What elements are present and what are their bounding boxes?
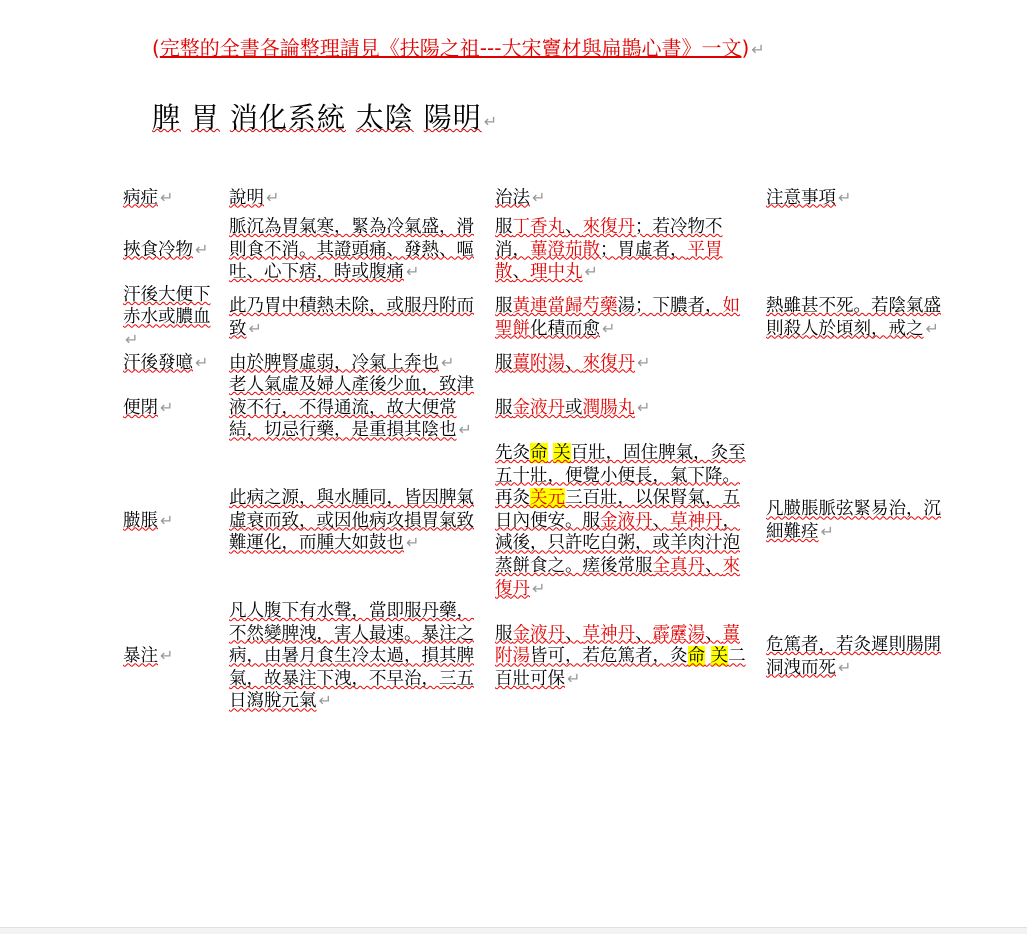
title-word: 脾: [152, 101, 182, 134]
treatment-cell: [492, 284, 756, 352]
symptom-name-cell: [120, 374, 226, 442]
paragraph-mark-icon: ↵: [925, 318, 939, 338]
caution-note-cell: [756, 284, 959, 352]
header-cell: [120, 180, 226, 216]
treatment-segment: 、: [705, 555, 723, 576]
paragraph-mark-icon: ↵: [458, 420, 472, 440]
treatment-segment: 服: [495, 623, 513, 644]
treatment-highlight: 金液丹: [600, 510, 653, 531]
treatment-text: [495, 353, 635, 373]
treatment-highlight: 薑附湯: [495, 623, 740, 667]
table-header-row: [120, 180, 959, 216]
table-row: [120, 442, 959, 600]
paragraph-mark-icon: ↵: [318, 691, 332, 711]
treatment-cell: [492, 216, 756, 284]
caution-note-cell: [756, 216, 959, 284]
treatment-highlight: 霹靂湯: [652, 623, 705, 644]
treatment-segment: 、: [705, 623, 723, 644]
symptom-description-cell: [226, 600, 492, 713]
paragraph-mark-icon: ↵: [751, 40, 765, 59]
treatment-cell: [492, 600, 756, 713]
treatment-segment: 服: [495, 352, 513, 373]
treatment-highlight: 丁香丸: [512, 217, 565, 237]
treatment-segment: ；若冷物不消，: [495, 217, 723, 260]
paragraph-mark-icon: ↵: [160, 187, 174, 207]
header-label: 治法: [495, 187, 530, 208]
paragraph-mark-icon: ↵: [838, 187, 852, 207]
treatment-segment: 先灸: [495, 442, 530, 463]
table-row: [120, 600, 959, 713]
title-word: 胃: [190, 101, 220, 134]
symptom-description-text: 老人氣虛及婦人產後少血，致津液不行，不得通流，故大便常結，切忌行藥，是重損其陰也: [229, 375, 474, 441]
treatment-segment: 或: [565, 397, 583, 418]
treatment-highlight: 命: [530, 442, 548, 463]
header-cell: [756, 180, 959, 216]
treatment-highlight: 草神丹: [670, 510, 723, 531]
treatment-segment: ，減後，只許吃白粥，或羊肉汁泡蒸餅食之。瘥後常服: [495, 510, 740, 576]
paragraph-mark-icon: ↵: [584, 262, 598, 282]
caution-note-text: 熱雖甚不死。若陰氣盛則殺人於頃刻，戒之: [766, 296, 941, 339]
note-open-paren: (: [152, 36, 160, 60]
treatment-segment: [705, 646, 711, 666]
page-title: [152, 98, 498, 142]
symptom-description-cell: [226, 352, 492, 375]
treatment-cell: [492, 374, 756, 442]
paragraph-mark-icon: ↵: [195, 352, 209, 372]
paragraph-mark-icon: ↵: [195, 239, 209, 259]
paragraph-mark-icon: ↵: [567, 668, 581, 688]
symptom-name-cell: [120, 216, 226, 284]
symptom-description-cell: [226, 216, 492, 284]
paragraph-mark-icon: ↵: [532, 578, 546, 598]
paragraph-mark-icon: ↵: [637, 397, 651, 417]
treatment-text: [495, 398, 635, 418]
treatment-segment: 、: [635, 623, 653, 644]
treatment-highlight: 命: [687, 646, 705, 667]
treatment-segment: 二百壯可保: [495, 646, 746, 689]
symptom-description-cell: [226, 442, 492, 600]
table-row: [120, 352, 959, 375]
caution-note-text: 危篤者，若灸遲則腸開洞洩而死: [766, 634, 941, 678]
treatment-text: [495, 217, 723, 282]
treatment-segment: 、: [512, 262, 530, 283]
title-word: 消化系統: [229, 101, 346, 134]
symptom-description-cell: [226, 284, 492, 352]
paragraph-mark-icon: ↵: [637, 352, 651, 372]
treatment-highlight: 金液丹: [512, 623, 565, 644]
symptom-name-cell: [120, 284, 226, 352]
treatment-text: [495, 296, 740, 339]
paragraph-mark-icon: ↵: [532, 187, 546, 207]
header-label: 注意事項: [766, 187, 836, 208]
symptom-description-text: 此乃胃中積熱未除，或服丹附而致: [229, 296, 474, 339]
paragraph-mark-icon: ↵: [160, 646, 174, 666]
symptom-name-text: 汗後發噫: [123, 352, 193, 373]
treatment-cell: [492, 442, 756, 600]
treatment-highlight: 潤腸丸: [582, 397, 635, 418]
treatment-highlight: 全真丹: [652, 555, 705, 576]
table-row: [120, 374, 959, 442]
treatment-segment: 化積而愈: [530, 318, 600, 339]
paragraph-mark-icon: ↵: [248, 318, 262, 338]
treatment-highlight: 黃連當歸芍藥: [512, 296, 618, 317]
header-label: 說明: [229, 187, 264, 208]
treatment-segment: 百壯，固住脾氣，灸至五十壯，便覺小便長，氣下降。再灸: [495, 442, 746, 509]
paragraph-mark-icon: ↵: [125, 329, 139, 349]
treatment-segment: 、: [652, 510, 670, 531]
caution-note-cell: [756, 352, 959, 375]
reference-note: [152, 34, 912, 64]
symptom-name-text: 暴注: [123, 646, 158, 667]
treatment-segment: 服: [495, 217, 513, 237]
paragraph-mark-icon: ↵: [602, 318, 616, 338]
caution-note-cell: [756, 374, 959, 442]
header-label: 病症: [123, 187, 158, 208]
treatment-segment: 皆可，若危篤者，灸: [530, 646, 688, 667]
symptom-name-cell: [120, 352, 226, 375]
caution-note-cell: [756, 442, 959, 600]
table-row: [120, 284, 959, 352]
paragraph-mark-icon: ↵: [441, 352, 455, 372]
symptom-description-text: 由於脾腎虛弱，冷氣上奔也: [229, 352, 439, 373]
symptom-description-text: 此病之源，與水腫同，皆因脾氣虛衰而致，或因他病攻損胃氣致難運化，而腫大如鼓也: [229, 488, 474, 554]
treatment-highlight: 关: [710, 646, 729, 667]
caution-note-text: 凡臌脹脈弦緊易治，沉細難痊: [766, 499, 941, 543]
symptom-name-text: 汗後大便下赤水或膿血: [123, 284, 211, 328]
treatment-highlight: 蓽澄茄散: [530, 239, 600, 260]
symptom-description-text: 凡人腹下有水聲，當即服丹藥，不然變脾洩，害人最速。暴注之病，由暑月食生冷太過，損其脾氣，故暴注下洩，不早治，三五日瀉脫元氣: [229, 601, 474, 712]
title-word: 太陰: [355, 101, 414, 134]
symptom-description-text: 脈沉為胃氣寒，緊為冷氣盛，滑則食不消。其證頭痛、發熱、嘔吐、心下痞，時或腹痛: [229, 217, 474, 283]
treatment-text: [495, 443, 746, 599]
symptom-table-body: [120, 180, 959, 713]
paragraph-mark-icon: ↵: [838, 657, 852, 677]
treatment-segment: ；胃虛者，: [600, 239, 688, 260]
paragraph-mark-icon: ↵: [160, 397, 174, 417]
paragraph-mark-icon: ↵: [160, 510, 174, 530]
treatment-cell: [492, 352, 756, 375]
treatment-highlight: 平胃散: [495, 239, 723, 283]
treatment-segment: 服: [495, 397, 513, 418]
symptom-name-text: 臌脹: [123, 510, 158, 531]
symptom-name-text: 挾食冷物: [123, 239, 193, 260]
symptom-description-cell: [226, 374, 492, 442]
treatment-segment: 三百壯，以保腎氣，五日內便安。服: [495, 488, 740, 531]
symptom-name-cell: [120, 442, 226, 600]
treatment-highlight: 來復丹: [582, 352, 635, 373]
header-cell: [492, 180, 756, 216]
treatment-segment: 服: [495, 296, 513, 317]
paragraph-mark-icon: ↵: [406, 533, 420, 553]
note-close-paren: ): [741, 36, 750, 60]
treatment-highlight: 來復丹: [495, 555, 740, 599]
treatment-segment: 湯；下膿者，: [617, 296, 723, 317]
treatment-highlight: 如聖餅: [495, 296, 740, 339]
treatment-text: [495, 624, 746, 689]
treatment-highlight: 金液丹: [512, 397, 565, 418]
symptom-table: [120, 180, 959, 713]
treatment-segment: 、: [565, 623, 583, 644]
header-cell: [226, 180, 492, 216]
note-text: 完整的全書各論整理請見《扶陽之祖---大宋竇材與扁鵲心書》一文: [159, 36, 742, 60]
table-row: [120, 216, 959, 284]
treatment-segment: 、: [565, 217, 583, 237]
treatment-segment: 、: [565, 352, 583, 373]
treatment-highlight: 來復丹: [582, 217, 635, 237]
paragraph-mark-icon: ↵: [483, 112, 499, 131]
treatment-highlight: 关元: [530, 488, 565, 509]
treatment-highlight: 薑附湯: [512, 352, 565, 373]
symptom-name-text: 便閉: [123, 397, 158, 418]
symptom-name-cell: [120, 600, 226, 713]
title-word: 陽明: [423, 101, 482, 134]
treatment-highlight: 关: [553, 442, 571, 463]
caution-note-cell: [756, 600, 959, 713]
treatment-highlight: 理中丸: [530, 262, 583, 283]
treatment-highlight: 草神丹: [582, 623, 635, 644]
paragraph-mark-icon: ↵: [406, 262, 420, 282]
paragraph-mark-icon: ↵: [266, 187, 280, 207]
paragraph-mark-icon: ↵: [820, 522, 834, 542]
